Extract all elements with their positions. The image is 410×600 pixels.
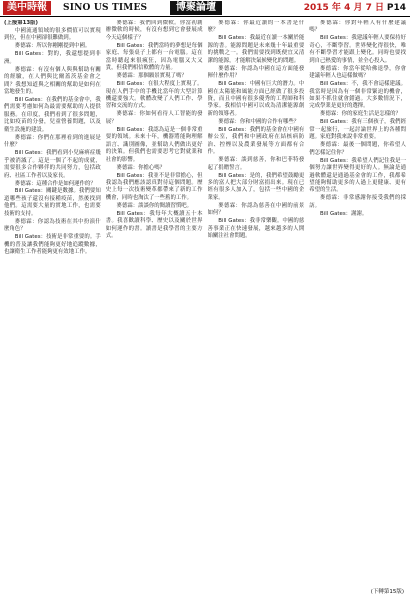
paragraph: 中國流通領域的很多價值可以實現到位，但在中國卻很難做到。 bbox=[4, 27, 101, 42]
paragraph: Bill Gates：我們當時的夢想是每個家庭、每張桌子上都有一台電腦。這在當時聽起來很瘋狂，因為電腦又大又貴，但我們相信軟體的力量。 bbox=[105, 42, 203, 72]
paragraph: Bill Gates：我非常樂觀。中國的慈善事業正在快速發展，越來越多的人開始關注社會問題。 bbox=[207, 218, 305, 240]
paragraph: 麥德霖：你擔心嗎？ bbox=[116, 164, 166, 171]
paragraph: 麥德霖：談談你的閱讀習慣吧。 bbox=[116, 202, 193, 209]
paragraph: 麥德霖：你的家庭生活是怎樣的？ bbox=[320, 111, 401, 118]
paragraph: 麥德霖：最後一個問題，你希望人們怎樣記住你？ bbox=[309, 142, 406, 156]
text-column-4 bbox=[309, 20, 406, 586]
paragraph: Bill Gates：在我們的基金會中，我們需要考慮如何為最需要幫助的人提供服務。在印度，我們看到了很多問題，比如疫苗的分發，兒童營養問題，以及衛生設施的建設。 bbox=[4, 97, 101, 133]
paragraph: 麥德霖：你和中國的合作有哪些？ bbox=[218, 118, 300, 125]
paragraph: 麥德霖：這種合作是如何運作的？ bbox=[14, 180, 96, 187]
paragraph: Bill Gates：我認為這是一個非常重要的領域。未來十年，機器將能夠理解語言、識別圖像，並幫助人們做出更好的決策。但我們也需要思考它對就業和社會的影響。 bbox=[105, 126, 203, 163]
paragraph: 麥德霖：非常感謝你接受我們的採訪。 bbox=[309, 195, 406, 209]
paragraph: Bill Gates：我們看到小兒麻痹症幾乎被消滅了。這是一個了不起的成就，需要很多合作夥伴的共同努力，包括政府、社區工作者以及家長。 bbox=[4, 150, 101, 179]
paragraph: Bill Gates：是的，我們希望鼓勵更多的富人把大部分財富捐出來。現在已經有很多人加入了，包括一些中國的企業家。 bbox=[207, 172, 305, 201]
paragraph: Bill Gates：中國有巨大的潛力。中國在太陽能和風能方面已經做了很多投資，而且中國有很多優秀的工程師和科學家。我相信中國可以成為清潔能源創新的領導者。 bbox=[207, 81, 305, 117]
section-title: 博聚論壇 bbox=[170, 1, 222, 15]
paragraph: 麥德霖：我們回到微軟。你當初創辦微軟的時候，有沒有想到它會發展成今天這個樣子？ bbox=[105, 20, 203, 41]
paragraph: 麥德霖：你當年從哈佛退學，你會建議年輕人也這樣做嗎？ bbox=[309, 65, 406, 80]
paragraph: Bill Gates：關鍵是數據。我們要知道哪些孩子還沒有接種疫苗，然後找到他們。這需要大量的實地工作，也需要技術的支持。 bbox=[4, 188, 101, 217]
paragraph: 麥德霖：那個願景實現了嗎？ bbox=[116, 73, 187, 80]
paragraph: Bill Gates：不，我不會這樣建議。我當時是因為有一個非常緊迫的機會，如果不抓住就會錯過。大多數情況下，完成學業是更好的選擇。 bbox=[309, 81, 406, 110]
text-column-3 bbox=[208, 20, 305, 586]
newspaper-name-english: SINO US TIMES bbox=[63, 3, 148, 13]
paragraph: 麥德霖：你認為中國在這方面能發揮什麼作用？ bbox=[207, 65, 305, 80]
paragraph: 麥德霖：你認為慈善在中國的前景如何？ bbox=[207, 202, 305, 217]
continued-note: (下轉第15版) bbox=[370, 589, 404, 595]
paragraph: Bill Gates：我們的基金會在中國有辦公室，我們和中國政府在結核病防治、控煙以及農業發展等方面都有合作。 bbox=[207, 126, 305, 156]
paragraph: 麥德霖：你如何看待人工智能的發展？ bbox=[105, 111, 203, 125]
newspaper-name-chinese: 美中時報 bbox=[3, 1, 51, 15]
text-column-2 bbox=[106, 20, 203, 586]
paragraph: 麥德霖：你對年輕人有什麼建議嗎？ bbox=[309, 20, 406, 34]
paragraph: Bill Gates：我建議年輕人要保持好奇心，不斷學習。世界變化得很快，唯有不斷學習才能跟上變化。同時也要找到自己熱愛的事情，並全心投入。 bbox=[309, 35, 406, 64]
text-column-1 bbox=[4, 20, 101, 586]
paragraph: 麥德霖：有沒有個人與與幫助有關的經驗，在人們與比爾蓋茨基金會之間？我想知道與之相關的幫助是如何在當地發生的。 bbox=[4, 66, 101, 96]
paragraph: 麥德霖：你最近讀的一本書是什麼？ bbox=[207, 20, 305, 34]
paragraph: 麥德霖：你認為技術在其中扮演什麼角色？ bbox=[4, 218, 101, 233]
paragraph: Bill Gates：我最近在讀一本關於能源的書。能源問題是未來幾十年最重要的挑戰之一。我們需要找到既便宜又清潔的能源，才能解決氣候變化的問題。 bbox=[207, 35, 305, 64]
issue-date: 2015 年 4 月 7 日 bbox=[303, 3, 384, 13]
paragraph: Bill Gates：我每年大概讀五十本書。我喜歡讀科學、歷史以及關於世界如何運作的書。讀書是我學習的主要方式。 bbox=[105, 210, 203, 240]
page-number: P14 bbox=[386, 3, 406, 13]
page-header bbox=[0, 0, 410, 17]
paragraph: Bill Gates：在很大程度上實現了。現在人們手中的手機比當年的大型計算機還要強大。軟體改變了人們工作、學習和交流的方式。 bbox=[105, 81, 203, 110]
paragraph: Bill Gates：技術是非常重要的。手機的普及讓我們能夠更好地追蹤數據，也讓衛生工作者能夠更有效地工作。 bbox=[4, 234, 101, 256]
paragraph: Bill Gates：對的，我還想提到非洲。 bbox=[4, 51, 101, 65]
paragraph: Bill Gates：我希望人們記住我是一個努力讓世界變得更好的人。無論是通過軟體還是通過基金會的工作，我都希望能夠幫助更多的人過上更健康、更有希望的生活。 bbox=[309, 157, 406, 194]
paragraph: 麥德霖：所以你剛剛提到中國。 bbox=[14, 43, 91, 50]
article-body bbox=[4, 20, 406, 586]
continued-from-note: (上接第13版) bbox=[4, 20, 38, 26]
paragraph: 麥德霖：你們在那裡看到的進展是什麼？ bbox=[4, 134, 101, 149]
paragraph: Bill Gates：謝謝。 bbox=[320, 210, 368, 217]
paragraph: 麥德霖：談到慈善，你和巴菲特發起了捐贈誓言。 bbox=[207, 157, 305, 171]
paragraph: Bill Gates：我有三個孩子，我們經常一起旅行，一起討論世界上的各種問題。家庭對我來說非常重要。 bbox=[309, 119, 406, 141]
paragraph: Bill Gates：我並不是非常擔心，但我認為我們應該認真對待這個問題。歷史上每一次技術變革都帶來了新的工作機會，同時也淘汰了一些舊的工作。 bbox=[105, 172, 203, 201]
